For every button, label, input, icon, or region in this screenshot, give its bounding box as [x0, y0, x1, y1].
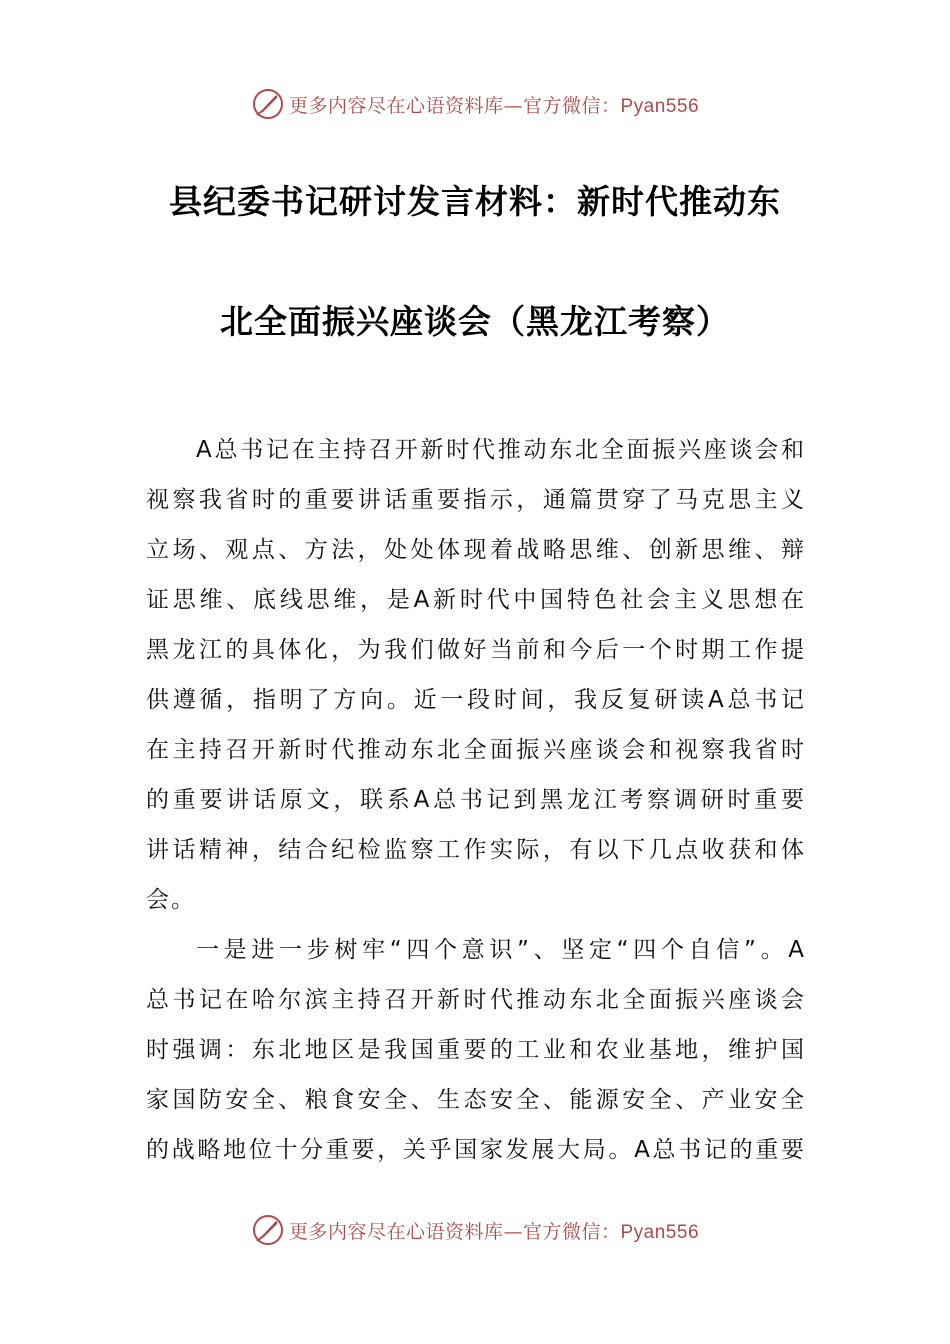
text-line: 黑龙江的具体化，为我们做好当前和今后一个时期工作提 [146, 637, 806, 663]
watermark-header [0, 84, 950, 124]
text-line: A总书记在主持召开新时代推动东北全面振兴座谈会和 [196, 437, 806, 463]
text-line: 一是进一步树牢“四个意识”、坚定“四个自信”。A [196, 937, 806, 963]
text-line: 会。 [146, 887, 196, 913]
watermark-footer [0, 1210, 950, 1250]
page-title-line-1: 县纪委书记研讨发言材料：新时代推动东 [169, 182, 781, 221]
text-line: 视察我省时的重要讲话重要指示，通篇贯穿了马克思主义 [146, 487, 806, 513]
text-line: 家国防安全、粮食安全、生态安全、能源安全、产业安全 [146, 1087, 806, 1113]
wechat-id: Pyan556 [620, 1221, 700, 1243]
text-line: 的战略地位十分重要，关乎国家发展大局。A总书记的重要 [146, 1137, 806, 1163]
watermark-text: 更多内容尽在心语资料库—官方微信：Pyan556 [288, 1220, 700, 1243]
text-line: 立场、观点、方法，处处体现着战略思维、创新思维、辩 [146, 537, 806, 563]
quill-logo-icon [251, 1213, 285, 1247]
text-line: 时强调：东北地区是我国重要的工业和农业基地，维护国 [146, 1037, 806, 1063]
text-line: 在主持召开新时代推动东北全面振兴座谈会和视察我省时 [146, 737, 806, 763]
text-line: 总书记在哈尔滨主持召开新时代推动东北全面振兴座谈会 [146, 987, 806, 1013]
text-line: 讲话精神，结合纪检监察工作实际，有以下几点收获和体 [146, 837, 806, 863]
text-line: 供遵循，指明了方向。近一段时间，我反复研读A总书记 [146, 687, 806, 713]
body-text [146, 425, 806, 1175]
text-line: 证思维、底线思维，是A新时代中国特色社会主义思想在 [146, 587, 806, 613]
text-line: 的重要讲话原文，联系A总书记到黑龙江考察调研时重要 [146, 787, 806, 813]
watermark-text: 更多内容尽在心语资料库—官方微信：Pyan556 [288, 94, 700, 117]
quill-logo-icon [251, 87, 285, 121]
page-title-line-2: 北全面振兴座谈会（黑龙江考察） [220, 302, 730, 341]
wechat-id: Pyan556 [620, 95, 700, 117]
